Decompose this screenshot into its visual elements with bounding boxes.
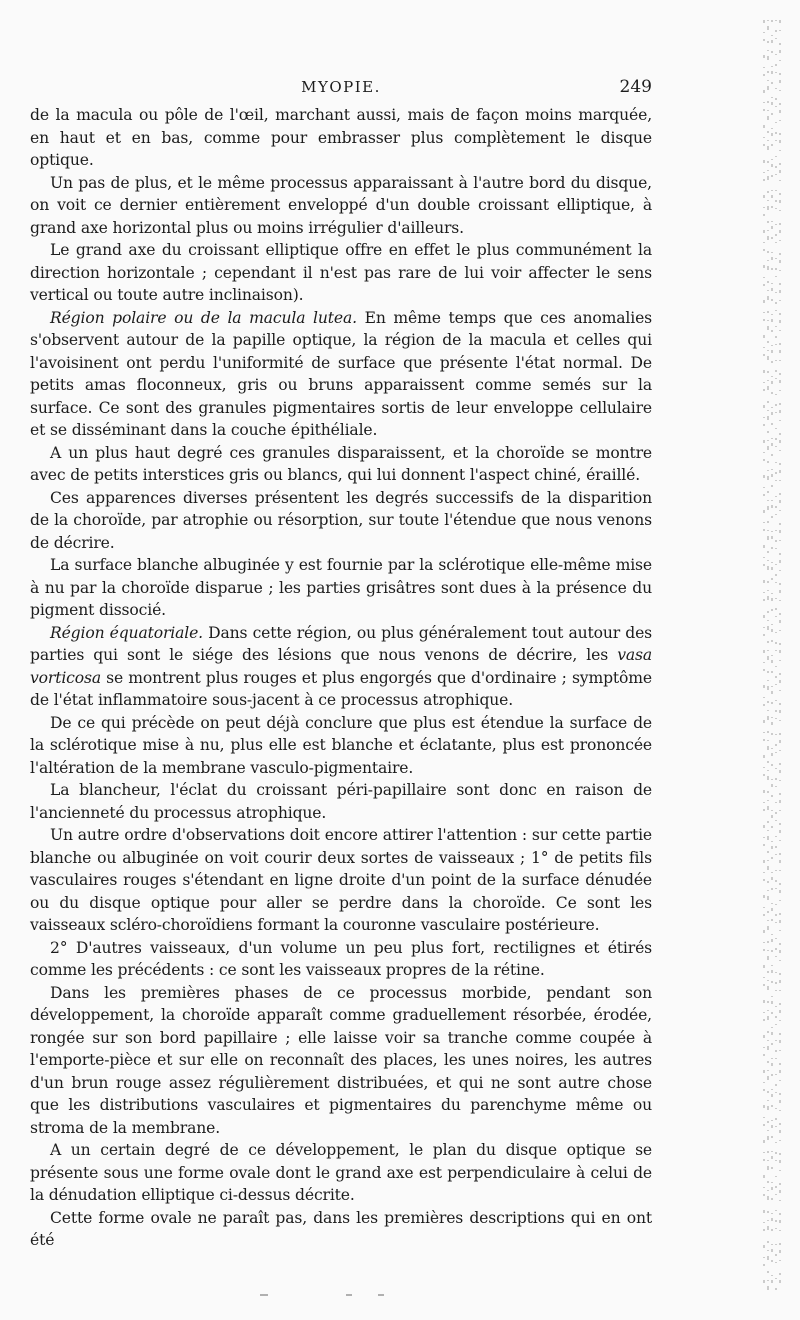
running-title: MYOPIE. bbox=[301, 78, 381, 96]
paragraph-6: Ces apparences diverses présentent les degrés successifs de la disparition de la choroïde, par atrophie ou résorption, sur toute l'étendue que nous venons de décrire. bbox=[30, 488, 652, 552]
paragraph-5: A un plus haut degré ces granules disparaissent, et la choroïde se montre avec de petits interstices gris ou blancs, qui lui donnent l'aspect chiné, éraillé. bbox=[30, 443, 652, 484]
paragraph-10: La blancheur, l'éclat du croissant péri-papillaire sont donc en raison de l'ancienneté du processus atrophique. bbox=[30, 781, 652, 822]
paragraph-8: Région équatoriale. Dans cette région, ou plus généralement tout autour des parties qui sont le siége des lésions que nous venons de décrire, les vasa vorticosa se montrent plus rouges et plus engorgés que d'ordinaire ; symptôme de l'état inflammatoire sous-jacent à ce processus atrophique. bbox=[30, 623, 652, 709]
book-page bbox=[30, 74, 652, 1252]
paragraph-7: La surface blanche albuginée y est fournie par la sclérotique elle-même mise à nu par la choroïde disparue ; les parties grisâtres sont dues à la présence du pigment dissocié. bbox=[30, 556, 652, 619]
paragraph-9: De ce qui précède on peut déjà conclure que plus est étendue la surface de la sclérotique mise à nu, plus elle est blanche et éclatante, plus est prononcée l'altération de la membrane vasculo-pigmentaire. bbox=[30, 713, 652, 777]
paragraph-12: 2° D'autres vaisseaux, d'un volume un peu plus fort, rectilignes et étirés comme les précédents : ce sont les vaisseaux propres de la rétine. bbox=[30, 938, 652, 979]
paragraph-13: Dans les premières phases de ce processus morbide, pendant son développement, la choroïde apparaît comme graduellement résorbée, érodée, rongée sur son bord papillaire ; elle laisse voir sa tranche comme coupée à l'emporte-pièce et sur elle on reconnaît des places, les unes noires, les autres d'un brun rouge assez régulièrement distribuées, et qui ne sont autre chose que les distributions vasculaires et pigmentaires du parenchyme même ou stroma de la membrane. bbox=[30, 983, 652, 1137]
section-heading-equatoriale: Région équatoriale. bbox=[50, 623, 203, 642]
term-vasa-vorticosa: vasa vorticosa bbox=[30, 646, 652, 687]
paragraph-14: A un certain degré de ce développement, le plan du disque optique se présente sous une forme ovale dont le grand axe est perpendiculaire à celui de la dénudation elliptique ci-dessus décrite. bbox=[30, 1141, 652, 1204]
paragraph-3: Le grand axe du croissant elliptique offre en effet le plus communément la direction horizontale ; cependant il n'est pas rare de lui voir affecter le sens vertical ou toute autre inclinaison). bbox=[30, 241, 652, 304]
scan-margin-artifact bbox=[762, 20, 784, 1290]
section-heading-polaire: Région polaire ou de la macula lutea. bbox=[50, 308, 357, 327]
paragraph-15: Cette forme ovale ne paraît pas, dans les premières descriptions qui en ont été bbox=[30, 1208, 652, 1249]
paragraph-2: Un pas de plus, et le même processus apparaissant à l'autre bord du disque, on voit ce dernier entièrement enveloppé d'un double croissant elliptique, à grand axe horizontal plus ou moins irrégulier d'ailleurs. bbox=[30, 173, 652, 237]
paragraph-1: de la macula ou pôle de l'œil, marchant aussi, mais de façon moins marquée, en haut et en bas, comme pour embrasser plus complètement le disque optique. bbox=[30, 106, 652, 169]
scan-footer-marks bbox=[260, 1292, 420, 1298]
page-number: 249 bbox=[619, 77, 652, 97]
running-head bbox=[30, 74, 652, 100]
paragraph-11: Un autre ordre d'observations doit encore attirer l'attention : sur cette partie blanche ou albuginée on voit courir deux sortes de vaisseaux ; 1° de petits fils vasculaires rouges s'étendant en ligne droite d'un point de la surface dénudée ou du disque optique pour aller se perdre dans la choroïde. Ce sont les vaisseaux scléro-choroïdiens formant la couronne vasculaire postérieure. bbox=[30, 826, 652, 934]
paragraph-4: Région polaire ou de la macula lutea. En même temps que ces anomalies s'observent autour de la papille optique, la région de la macula et celles qui l'avoisinent ont perdu l'uniformité de surface que présente l'état normal. De petits amas floconneux, gris ou bruns apparaissent comme semés sur la surface. Ce sont des granules pigmentaires sortis de leur enveloppe cellulaire et se disséminant dans la couche épithéliale. bbox=[30, 308, 652, 439]
